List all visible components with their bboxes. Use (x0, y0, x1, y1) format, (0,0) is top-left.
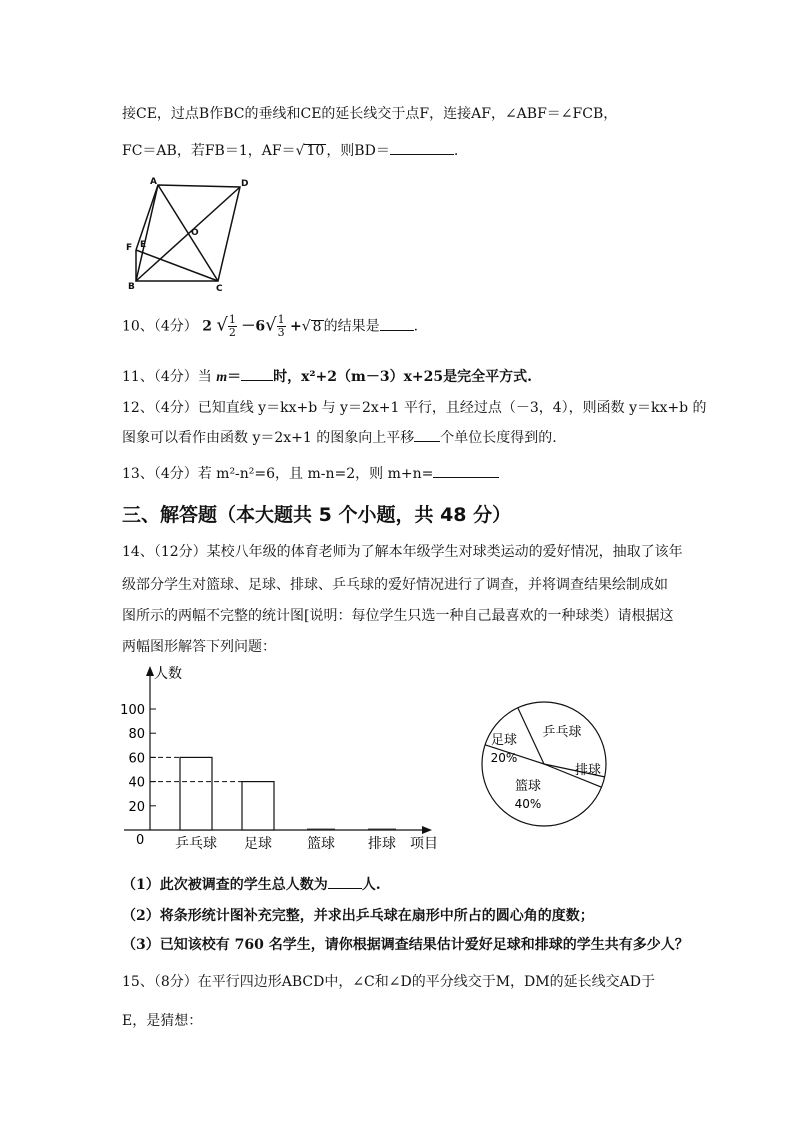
q12-text: 图象可以看作由函数 y＝2x+1 的图象向上平移 (122, 430, 415, 446)
question-15-line1: 15、（8分）在平行四边形ABCD中，∠C和∠D的平分线交于M，DM的延长线交AD于 (122, 974, 655, 990)
y-tick-label: 20 (128, 799, 145, 815)
q10-coef: 2 (202, 318, 212, 335)
slice-percent: 40% (514, 797, 542, 811)
x-category-label: 排球 (368, 836, 396, 852)
x-axis-arrow (422, 826, 432, 834)
bar (242, 782, 274, 830)
q11-text: 当 (197, 369, 212, 385)
q12-text-b: 个单位长度得到的. (440, 430, 557, 446)
y-axis-arrow (146, 666, 154, 676)
label-A: A (150, 177, 157, 187)
fraction-1-2: $\frac{1}{2}$ (228, 313, 236, 339)
origin-label: 0 (136, 833, 145, 848)
answer-blank (328, 874, 362, 889)
period: . (413, 318, 419, 335)
x-category-label: 篮球 (307, 836, 335, 852)
label-F: F (126, 243, 133, 253)
answer-blank (433, 463, 499, 478)
x-category-label: 乒乓球 (175, 836, 217, 852)
question-15-line2: E，是猜想： (122, 1013, 203, 1029)
q13-text: 13、（4分）若 m²-n²=6，且 m-n=2，则 m+n= (122, 466, 434, 482)
p9-line2-text-b: ，则BD＝ (326, 143, 390, 159)
period: . (453, 143, 459, 159)
sqrt-10: √ 10 (295, 143, 325, 159)
question-14-line3: 图所示的两幅不完整的统计图[说明：每位学生只选一种自己最喜欢的一种球类）请根据这 (122, 608, 674, 624)
y-tick-label: 60 (128, 751, 145, 767)
q10-plus: + (290, 318, 302, 335)
question-14-sub2: （2）将条形统计图补充完整，并求出乒乓球在扇形中所占的圆心角的度数； (122, 908, 594, 924)
question-14-line2: 级部分学生对篮球、足球、排球、乒乓球的爱好情况进行了调查，并将调查结果绘制成如 (122, 577, 668, 593)
question-13 (122, 463, 499, 483)
answer-blank (380, 316, 414, 331)
q11-text-b: 时，x²+2（m－3）x+25是完全平方式. (273, 369, 533, 385)
sub1-text-b: 人. (361, 877, 381, 893)
p9-line1: 接CE，过点B作BC的垂线和CE的延长线交于点F，连接AF，∠ABF＝∠FCB， (122, 106, 618, 122)
y-tick-label: 40 (128, 775, 145, 791)
y-axis-label: 人数 (154, 666, 182, 682)
question-14-line1: 14、（12分）某校八年级的体育老师为了解本年级学生对球类运动的爱好情况，抽取了该年 (122, 544, 683, 560)
q11-eq: ＝ (227, 369, 242, 385)
p9-line2-text: FC＝AB，若FB＝1，AF＝ (122, 143, 296, 159)
sub1-text: （1）此次被调查的学生总人数为 (122, 877, 328, 893)
question-12-line2 (122, 427, 557, 447)
q10-minus: －6 (241, 318, 266, 335)
sqrt-8: 8 (312, 318, 322, 335)
question-12-line1: 12、（4分）已知直线 y＝kx+b 与 y＝2x+1 平行，且经过点（－3，4），则函数 y＝kx+b 的 (122, 400, 707, 416)
slice-label: 篮球 (514, 779, 542, 794)
label-D: D (241, 179, 249, 189)
slice-label: 排球 (574, 763, 602, 778)
slice-percent: 20% (490, 751, 518, 765)
x-axis-label: 项目 (410, 836, 438, 852)
question-14-sub1 (122, 874, 381, 894)
question-10: 10、（4分） 2 √ $\frac{1}{2}$ －6√ $\frac{1}{3}$ +√ 8 的结果是 . (122, 313, 419, 339)
answer-blank (241, 366, 273, 381)
p9-line2 (122, 140, 458, 160)
fraction-1-3: $\frac{1}{3}$ (277, 313, 285, 339)
x-category-label: 足球 (244, 836, 272, 852)
q11-prefix: 11、（4分） (122, 369, 198, 385)
bar-chart (112, 662, 452, 862)
label-E: E (140, 240, 147, 250)
q10-prefix: 10、（4分） (122, 318, 198, 335)
answer-blank (390, 140, 454, 155)
q11-var-m: m (216, 370, 228, 385)
bar (180, 757, 212, 830)
q10-tail: 的结果是 (323, 318, 380, 335)
geometry-figure (118, 175, 258, 295)
y-tick-label: 100 (120, 703, 145, 718)
slice-label: 足球 (490, 733, 518, 748)
section-title: 三、解答题（本大题共 5 个小题，共 48 分） (122, 504, 512, 526)
pie-chart (478, 700, 614, 830)
label-B: B (128, 282, 135, 292)
y-tick-label: 80 (128, 727, 145, 743)
answer-blank (414, 427, 440, 442)
label-O: O (191, 228, 199, 238)
slice-label: 乒乓球 (542, 725, 582, 740)
question-11 (122, 366, 532, 386)
question-14-line4: 两幅图形解答下列问题： (122, 639, 276, 655)
label-C: C (216, 284, 223, 294)
question-14-sub3: （3）已知该校有 760 名学生，请你根据调查结果估计爱好足球和排球的学生共有多少人？ (122, 937, 689, 953)
